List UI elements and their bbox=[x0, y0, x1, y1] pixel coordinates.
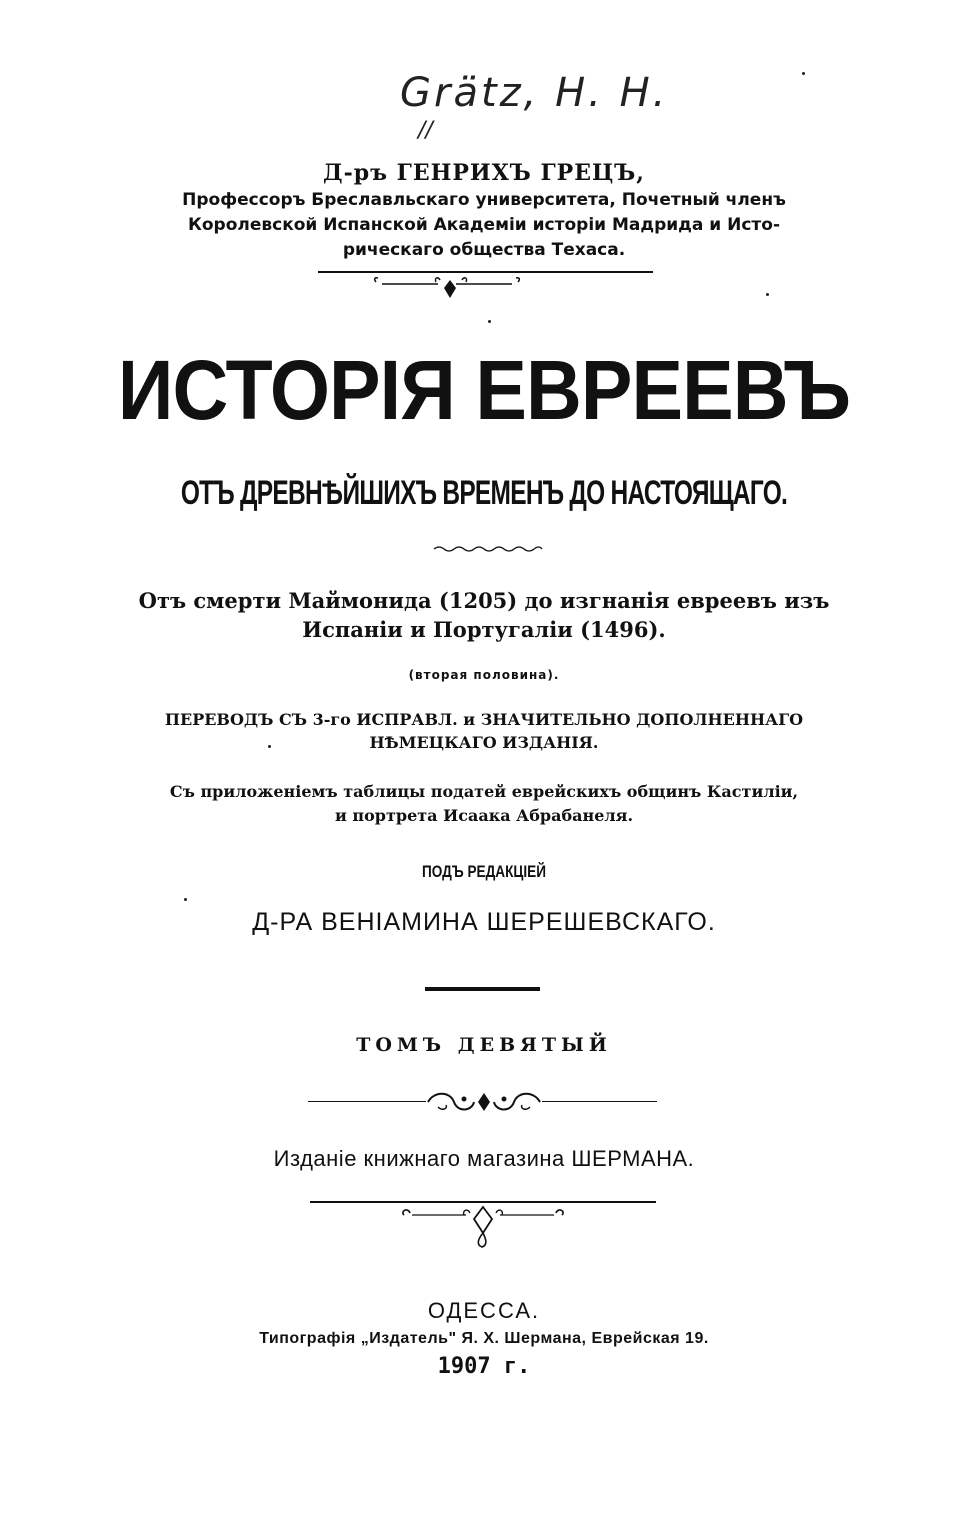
author-name: Д-ръ ГЕНРИХЪ ГРЕЦЪ, bbox=[323, 160, 645, 186]
translation-line: НѢМЕЦКАГО ИЗДАНІЯ. bbox=[369, 733, 599, 752]
translation-note bbox=[0, 708, 968, 754]
scroll-ornament-icon bbox=[424, 1089, 544, 1115]
volume-number: ТОМЪ ДЕВЯТЫЙ bbox=[356, 1034, 612, 1056]
top-divider-rule bbox=[318, 271, 653, 273]
book-title: ИСТОРІЯ ЕВРЕЕВЪ bbox=[117, 343, 851, 437]
author-desc-line: рическаго общества Техаса. bbox=[342, 240, 626, 260]
bottom-fleuron-icon bbox=[398, 1205, 568, 1251]
author-desc-line: Королевской Испанской Академіи исторіи Мадрида и Исто- bbox=[187, 215, 781, 235]
author-description bbox=[0, 188, 968, 263]
scan-speck bbox=[184, 898, 187, 901]
bottom-divider-rule bbox=[310, 1201, 656, 1203]
imprint-city: ОДЕССА. bbox=[427, 1298, 541, 1323]
range-line: Отъ смерти Маймонида (1205) до изгнанія евреевъ изъ bbox=[138, 588, 830, 613]
short-thick-rule bbox=[425, 987, 540, 991]
appendix-note bbox=[0, 780, 968, 828]
editor-name: Д-РА ВЕНІАМИНА ШЕРЕШЕВСКАГО. bbox=[252, 908, 716, 936]
author-desc-line: Профессоръ Бреславльскаго университета, Почетный членъ bbox=[182, 190, 786, 210]
editor-label: ПОДЪ РЕДАКЦІЕЙ bbox=[422, 862, 546, 881]
handwritten-author-note: Grätz, H. H. bbox=[400, 70, 669, 116]
appendix-line: и портрета Исаака Абрабанеля. bbox=[334, 806, 634, 825]
scan-speck bbox=[268, 745, 271, 748]
scan-speck bbox=[488, 320, 491, 323]
book-subtitle: ОТЪ ДРЕВНѢЙШИХЪ ВРЕМЕНЪ ДО НАСТОЯЩАГО. bbox=[180, 474, 788, 512]
fleuron-ornament-icon bbox=[372, 274, 522, 302]
part-note: (вторая половина). bbox=[408, 668, 560, 682]
volume-range bbox=[0, 586, 968, 644]
scan-speck bbox=[802, 72, 805, 75]
imprint-year: 1907 г. bbox=[437, 1354, 531, 1379]
publisher-line: Изданіе книжнаго магазина ШЕРМАНА. bbox=[273, 1146, 695, 1171]
appendix-line: Съ приложеніемъ таблицы податей еврейскихъ общинъ Кастиліи, bbox=[169, 782, 799, 801]
wavy-divider bbox=[432, 544, 544, 554]
ornament-rule-left bbox=[308, 1101, 426, 1102]
scan-speck bbox=[766, 293, 769, 296]
handwritten-mark: // bbox=[418, 118, 433, 143]
translation-line: ПЕРЕВОДЪ СЪ 3-го ИСПРАВЛ. и ЗНАЧИТЕЛЬНО ДОПОЛНЕННАГО bbox=[164, 710, 804, 729]
imprint-printer: Типографія „Издатель" Я. Х. Шермана, Еврейская 19. bbox=[259, 1330, 709, 1347]
ornament-rule-right bbox=[542, 1101, 657, 1102]
range-line: Испаніи и Португаліи (1496). bbox=[302, 617, 666, 642]
